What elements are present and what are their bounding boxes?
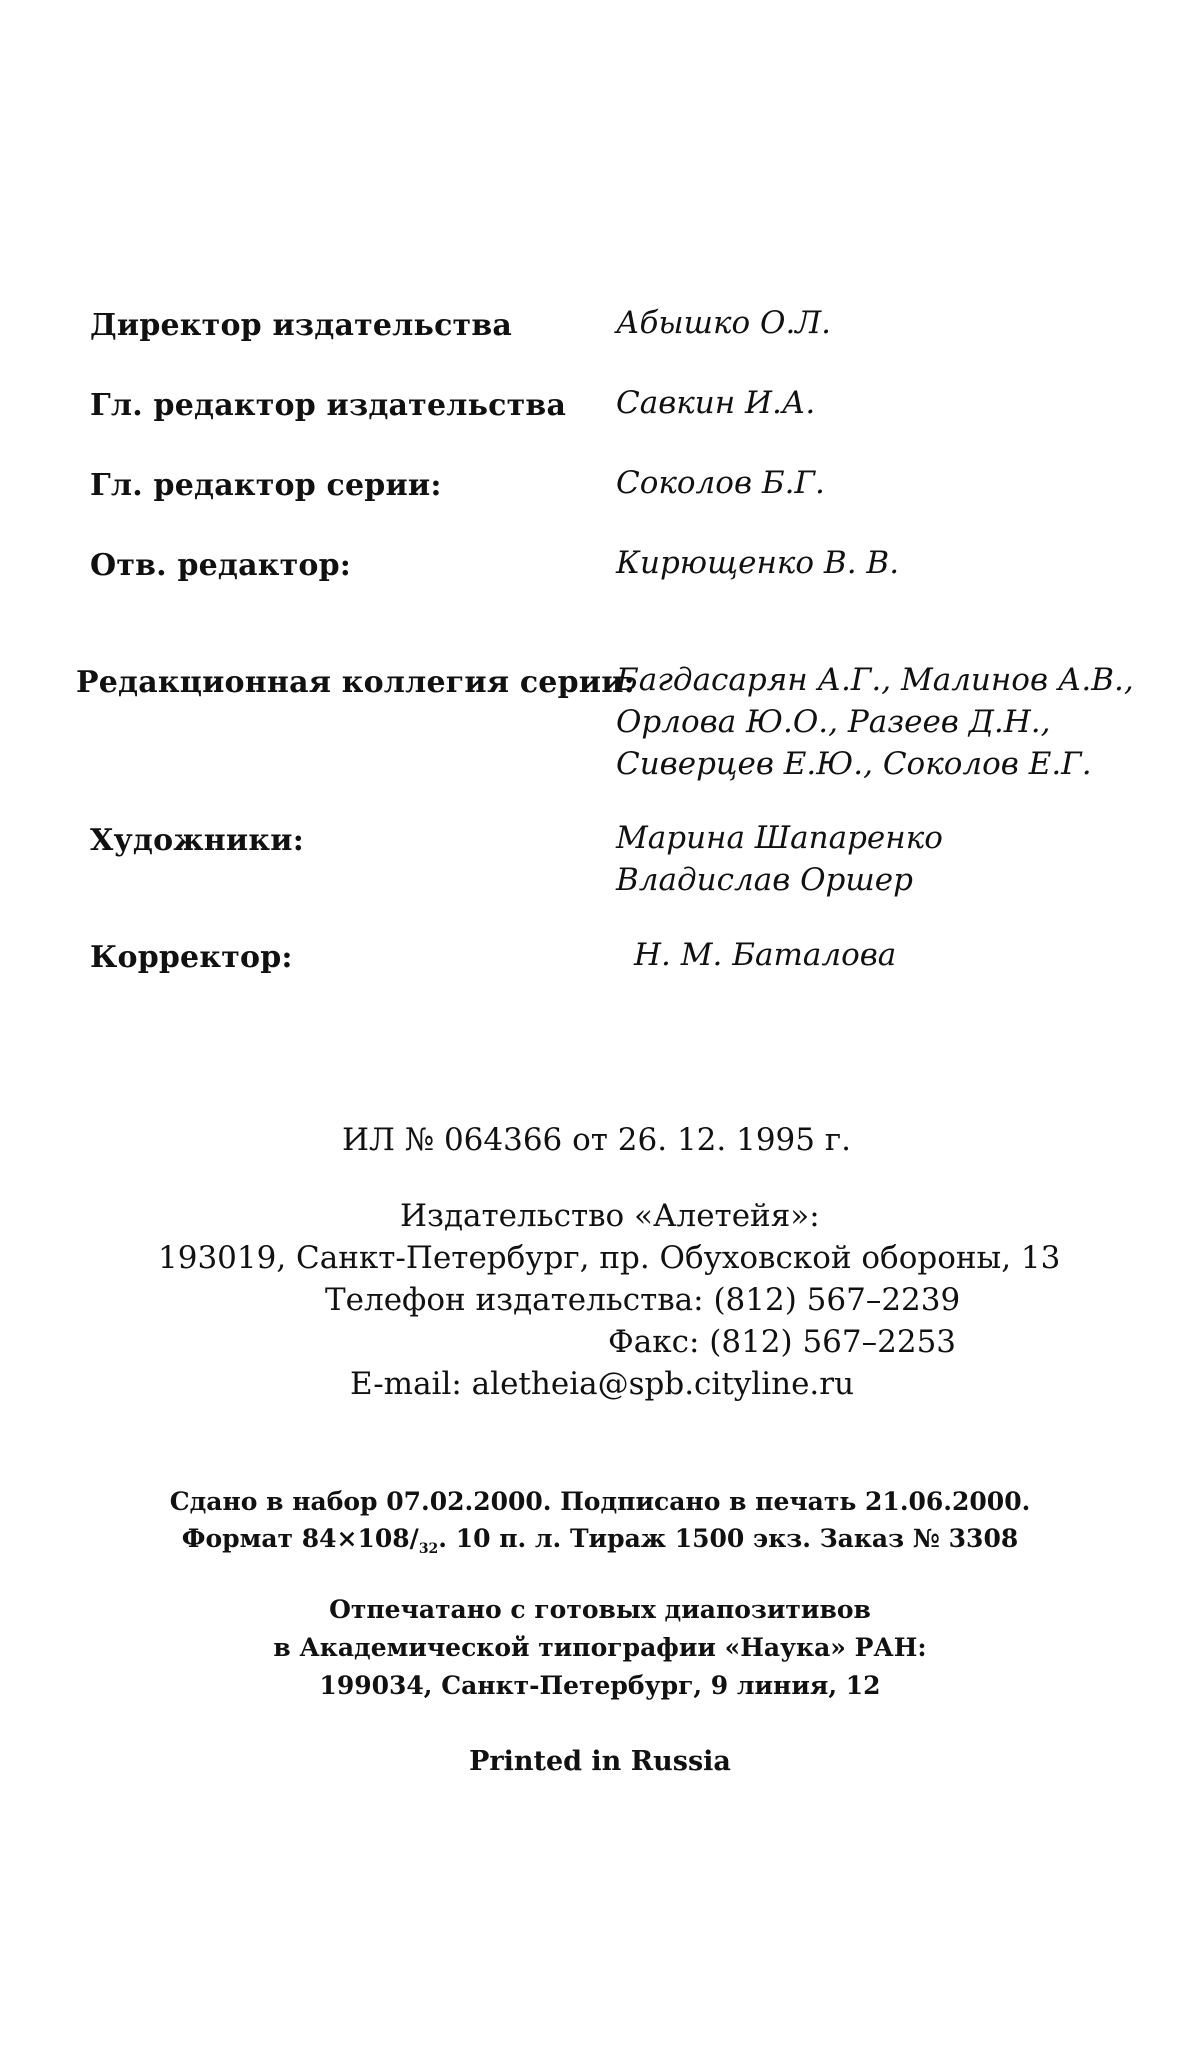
staff-name: Орлова Ю.О., Разеев Д.Н., xyxy=(616,704,1051,740)
staff-role: Корректор: xyxy=(90,940,293,975)
publisher-address: 193019, Санкт-Петербург, пр. Обуховской обороны, 13 xyxy=(158,1240,1061,1276)
publisher-name: Издательство «Алетейя»: xyxy=(400,1198,820,1234)
staff-name: Багдасарян А.Г., Малинов А.В., xyxy=(616,662,1134,698)
staff-name: Владислав Оршер xyxy=(616,862,913,898)
printing-line-1: Отпечатано с готовых диапозитивов xyxy=(329,1595,871,1624)
staff-name: Абышко О.Л. xyxy=(616,305,832,341)
publisher-phone: Телефон издательства: (812) 567–2239 xyxy=(325,1282,961,1318)
staff-role: Директор издательства xyxy=(90,308,513,343)
staff-role: Гл. редактор издательства xyxy=(90,388,567,423)
staff-name: Сиверцев Е.Ю., Соколов Е.Г. xyxy=(616,746,1092,782)
staff-role: Гл. редактор серии: xyxy=(90,468,442,503)
staff-name: Соколов Б.Г. xyxy=(616,465,825,501)
imprint-format-prefix: Формат 84×108/ xyxy=(181,1524,419,1553)
staff-name: Марина Шапаренко xyxy=(616,820,943,856)
staff-role: Редакционная коллегия серии: xyxy=(76,665,635,700)
staff-name: Савкин И.А. xyxy=(616,385,816,421)
staff-role: Художники: xyxy=(90,823,304,858)
staff-name: Кирющенко В. В. xyxy=(616,545,900,581)
publisher-fax: Факс: (812) 567–2253 xyxy=(608,1324,957,1360)
staff-role: Отв. редактор: xyxy=(90,548,352,583)
imprint-line-2 xyxy=(0,1521,1200,1567)
imprint-format-sub: 32 xyxy=(418,1541,439,1557)
publisher-email: E-mail: aletheia@spb.cityline.ru xyxy=(350,1366,855,1402)
imprint-format-suffix: . 10 п. л. Тираж 1500 экз. Заказ № 3308 xyxy=(438,1524,1019,1553)
printing-line-2: в Академической типографии «Наука» РАН: xyxy=(273,1633,927,1662)
license-number: ИЛ № 064366 от 26. 12. 1995 г. xyxy=(342,1122,851,1158)
printing-line-3: 199034, Санкт-Петербург, 9 линия, 12 xyxy=(319,1671,881,1700)
imprint-line-1: Сдано в набор 07.02.2000. Подписано в печать 21.06.2000. xyxy=(169,1487,1031,1516)
printed-in-russia: Printed in Russia xyxy=(469,1746,731,1777)
staff-name: Н. М. Баталова xyxy=(634,937,897,973)
